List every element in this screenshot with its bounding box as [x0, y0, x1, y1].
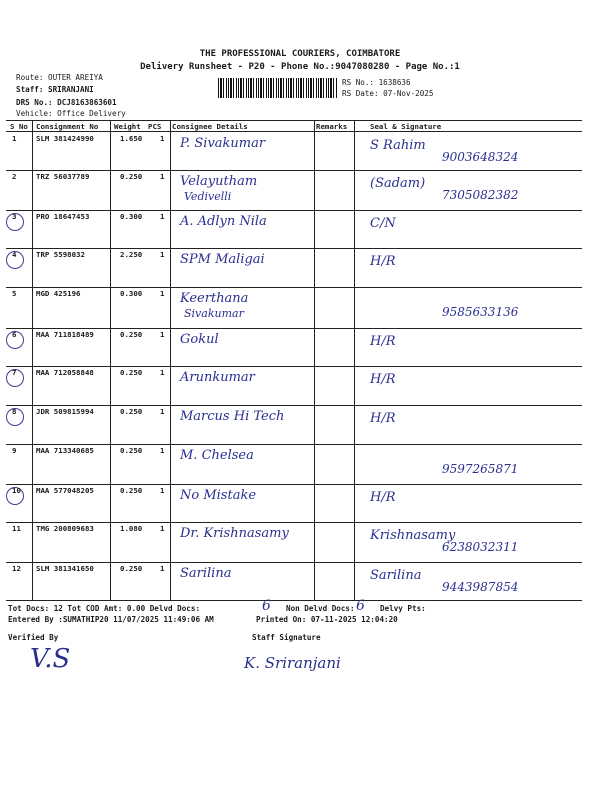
verified-by-label: Verified By: [8, 633, 59, 642]
staff-label: Staff: SRIRANJANI: [16, 85, 94, 94]
table-bottom-rule: [6, 600, 582, 601]
row-phone-handwritten: 9003648324: [442, 150, 519, 164]
row-pcs: 1: [160, 407, 165, 416]
row-consignee-handwritten: Sarilina: [180, 566, 232, 581]
row-consignee-handwritten: Velayutham: [180, 174, 258, 189]
row-consignee-handwritten: Keerthana: [180, 291, 249, 306]
row-rule: [6, 210, 582, 211]
barcode-image: [218, 78, 338, 98]
row-rule: [6, 366, 582, 367]
row-consignee-handwritten: Gokul: [180, 332, 219, 347]
row-serial: 12: [12, 564, 21, 573]
row-serial: 8: [12, 407, 17, 416]
col-header-pcs: PCS: [148, 122, 162, 131]
row-consignment-no: MAA 713340685: [36, 446, 94, 455]
row-consignee-handwritten: M. Chelsea: [180, 448, 254, 463]
row-seal-signature: S Rahim: [370, 138, 426, 153]
row-pcs: 1: [160, 330, 165, 339]
row-serial: 10: [12, 486, 21, 495]
row-pcs: 1: [160, 368, 165, 377]
row-serial: 9: [12, 446, 17, 455]
row-weight: 0.250: [120, 407, 143, 416]
row-weight: 0.250: [120, 172, 143, 181]
row-weight: 0.300: [120, 212, 143, 221]
row-seal-signature: Sarilina: [370, 568, 422, 583]
row-seal-signature: Krishnasamy: [370, 528, 456, 543]
row-consignee-handwritten: P. Sivakumar: [180, 136, 266, 151]
row-weight: 0.300: [120, 289, 143, 298]
row-weight: 0.250: [120, 446, 143, 455]
row-rule: [6, 405, 582, 406]
row-phone-handwritten: 9443987854: [442, 580, 519, 594]
row-consignee-handwritten: A. Adlyn Nila: [180, 214, 267, 229]
row-phone-handwritten: 9597265871: [442, 462, 519, 476]
row-consignment-no: MAA 577048205: [36, 486, 94, 495]
row-consignee-handwritten: No Mistake: [180, 488, 257, 503]
col-header-consignee: Consignee Details: [172, 122, 248, 131]
row-consignee-handwritten: SPM Maligai: [180, 252, 265, 267]
row-seal-signature: H/R: [370, 372, 396, 387]
row-weight: 1.650: [120, 134, 143, 143]
row-consignment-no: PRO 18647453: [36, 212, 90, 221]
row-rule: [6, 484, 582, 485]
row-phone-handwritten: 6238032311: [442, 540, 519, 554]
row-weight: 1.080: [120, 524, 143, 533]
rs-number: RS No.: 1638636: [342, 78, 411, 87]
row-consignment-no: MAA 711818489: [36, 330, 94, 339]
row-pcs: 1: [160, 134, 165, 143]
row-serial: 7: [12, 368, 17, 377]
delivery-points-label: Delvy Pts:: [380, 604, 426, 613]
staff-signature-handwritten: K. Sriranjani: [244, 654, 341, 672]
row-seal-signature: H/R: [370, 254, 396, 269]
row-consignment-no: MGD 425196: [36, 289, 81, 298]
runsheet-subtitle: Delivery Runsheet - P20 - Phone No.:9047080280 - Page No.:1: [140, 62, 460, 72]
drs-number: DRS No.: DCJ8163863601: [16, 98, 117, 107]
row-pcs: 1: [160, 446, 165, 455]
row-weight: 2.250: [120, 250, 143, 259]
entered-by-line: Entered By :SUMATHIP20 11/07/2025 11:49:06 AM: [8, 615, 214, 624]
runsheet-title: THE PROFESSIONAL COURIERS, COIMBATORE: [199, 49, 401, 59]
row-consignment-no: SLM 381424990: [36, 134, 94, 143]
row-phone-handwritten: 7305082382: [442, 188, 519, 202]
row-consignee-handwritten: Marcus Hi Tech: [180, 409, 285, 424]
col-rule: [314, 120, 315, 600]
verifier-signature: V.S: [30, 644, 71, 674]
col-header-sno: S No: [10, 122, 28, 131]
row-rule: [6, 287, 582, 288]
col-header-consignment: Consignment No: [36, 122, 99, 131]
row-serial: 11: [12, 524, 21, 533]
row-rule: [6, 248, 582, 249]
delivered-count-handwritten: 6: [262, 598, 271, 614]
row-serial: 2: [12, 172, 17, 181]
col-header-weight: Weight: [114, 122, 141, 131]
row-rule: [6, 170, 582, 171]
row-rule: [6, 444, 582, 445]
col-header-seal: Seal & Signature: [370, 122, 442, 131]
row-serial: 5: [12, 289, 17, 298]
row-consignee-line2: Vedivelli: [184, 190, 232, 203]
row-consignment-no: TRZ 56037789: [36, 172, 90, 181]
row-seal-signature: H/R: [370, 411, 396, 426]
row-consignee-handwritten: Dr. Krishnasamy: [180, 526, 289, 541]
row-pcs: 1: [160, 172, 165, 181]
row-weight: 0.250: [120, 330, 143, 339]
table-header-rule: [6, 131, 582, 132]
non-delivered-count-handwritten: 6: [356, 598, 365, 614]
totals-line: Tot Docs: 12 Tot COD Amt: 0.00 Delvd Docs:: [8, 604, 201, 613]
staff-signature-label: Staff Signature: [252, 633, 321, 642]
row-pcs: 1: [160, 250, 165, 259]
row-rule: [6, 562, 582, 563]
row-pcs: 1: [160, 486, 165, 495]
row-weight: 0.250: [120, 564, 143, 573]
row-rule: [6, 522, 582, 523]
route-label: Route: OUTER AREIYA: [16, 73, 103, 82]
row-phone-handwritten: 9585633136: [442, 305, 519, 319]
row-consignment-no: TMG 200809683: [36, 524, 94, 533]
row-weight: 0.250: [120, 368, 143, 377]
row-seal-signature: H/R: [370, 334, 396, 349]
row-consignment-no: JDR 509815994: [36, 407, 94, 416]
row-serial: 1: [12, 134, 17, 143]
col-rule: [354, 120, 355, 600]
row-consignee-line2: Sivakumar: [184, 307, 244, 320]
non-delivered-label: Non Delvd Docs:: [286, 604, 355, 613]
row-consignment-no: SLM 381341650: [36, 564, 94, 573]
row-serial: 6: [12, 330, 17, 339]
col-header-remarks: Remarks: [316, 122, 348, 131]
row-rule: [6, 328, 582, 329]
col-rule: [110, 120, 111, 600]
printed-on-line: Printed On: 07-11-2025 12:04:20: [256, 615, 398, 624]
col-rule: [170, 120, 171, 600]
col-rule: [32, 120, 33, 600]
row-consignee-handwritten: Arunkumar: [180, 370, 255, 385]
row-pcs: 1: [160, 564, 165, 573]
row-serial: 3: [12, 212, 17, 221]
row-pcs: 1: [160, 212, 165, 221]
row-seal-signature: (Sadam): [370, 176, 426, 191]
row-pcs: 1: [160, 289, 165, 298]
rs-date: RS Date: 07-Nov-2025: [342, 89, 434, 98]
row-consignment-no: TRP 5598032: [36, 250, 85, 259]
row-consignment-no: MAA 712058848: [36, 368, 94, 377]
row-pcs: 1: [160, 524, 165, 533]
row-weight: 0.250: [120, 486, 143, 495]
row-serial: 4: [12, 250, 17, 259]
row-seal-signature: C/N: [370, 216, 396, 231]
row-seal-signature: H/R: [370, 490, 396, 505]
vehicle-label: Vehicle: Office Delivery: [16, 109, 126, 118]
table-top-rule: [6, 120, 582, 121]
